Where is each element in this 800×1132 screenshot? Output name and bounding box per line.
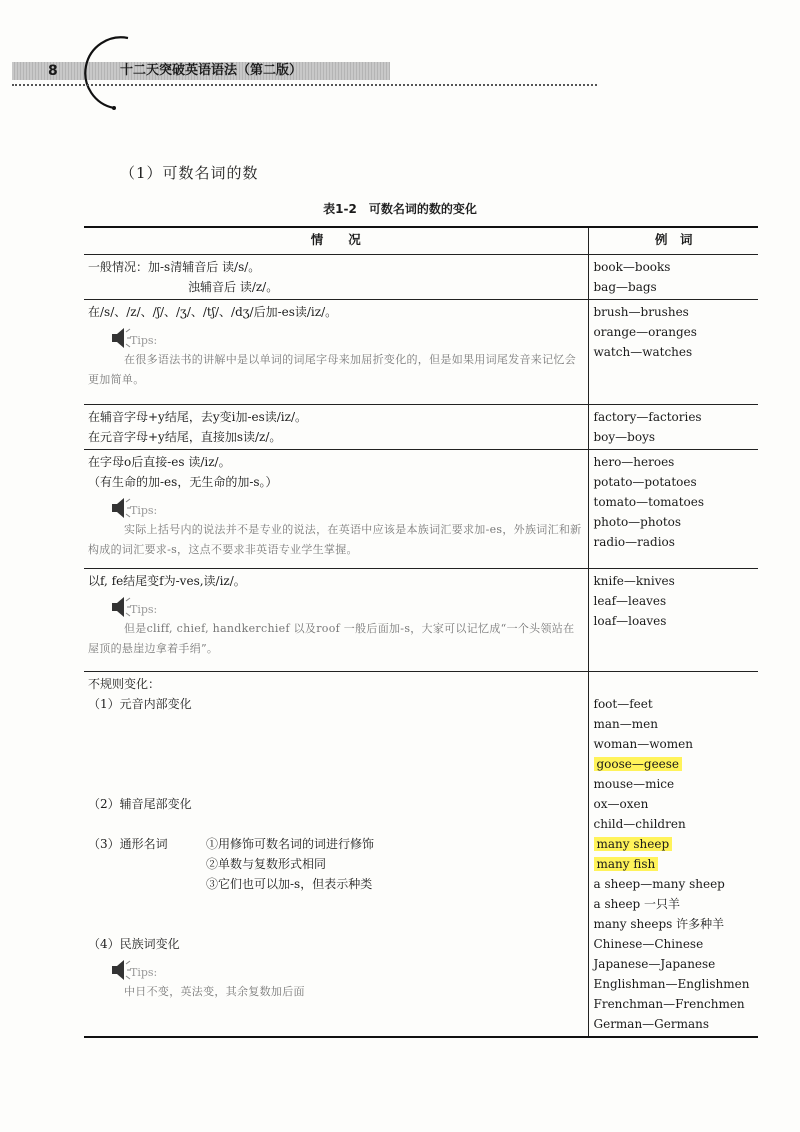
table-row-irregular [84, 672, 758, 1038]
col-header-examples: 例 词 [588, 227, 758, 255]
tips-label: Tips: [130, 603, 158, 616]
example-text [594, 774, 755, 794]
example-text: knife—knives [593, 574, 675, 588]
situation-text: 一般情况：加-s清辅音后 读/s/。 [88, 260, 261, 274]
example-text [594, 994, 755, 1014]
speaker-icon [110, 958, 132, 982]
example-value: Japanese—Japanese [593, 957, 716, 971]
example-text [594, 914, 755, 934]
tips-marker [88, 595, 584, 619]
tips-text: 中日不变，英法变，其余复数加后面 [124, 985, 305, 998]
example-value: Englishman—Englishmen [593, 977, 750, 991]
highlighted-example: many fish [594, 857, 659, 871]
example-text [594, 794, 755, 814]
highlighted-example: goose—geese [594, 757, 683, 771]
example-text: brush—brushes [593, 305, 689, 319]
example-text [594, 954, 755, 974]
example-value: child—children [593, 817, 686, 831]
example-text [594, 734, 755, 754]
example-text: loaf—loaves [593, 614, 667, 628]
tips-marker [88, 326, 584, 350]
table-caption: 表1-2 可数名词的数的变化 [323, 202, 477, 216]
situation-text: 浊辅音后 读/z/。 [188, 280, 279, 294]
example-value: a sheep 一只羊 [593, 897, 681, 911]
example-value: man—men [593, 717, 658, 731]
situation-text: 以f, fe结尾变f为-ves,读/iz/。 [88, 574, 246, 588]
tips-label: Tips: [130, 966, 158, 979]
tips-label: Tips: [130, 334, 158, 347]
example-text: potato—potatoes [593, 475, 697, 489]
example-text: leaf—leaves [593, 594, 667, 608]
example-text: orange—oranges [593, 325, 697, 339]
situation-text: 在字母o后直接-es 读/iz/。 [88, 455, 231, 469]
irregular-sub-vowel: （1）元音内部变化 [88, 697, 192, 711]
tips-marker [88, 958, 584, 982]
col-header-situation: 情 况 [84, 227, 588, 255]
same-form-rule: ③它们也可以加-s，但表示种类 [206, 877, 373, 891]
tips-label: Tips: [130, 504, 158, 517]
irregular-sub-consonant: （2）辅音尾部变化 [88, 797, 192, 811]
example-text: radio—radios [593, 535, 675, 549]
example-value: a sheep—many sheep [593, 877, 725, 891]
example-value: woman—women [593, 737, 693, 751]
example-value: many sheeps 许多种羊 [593, 917, 725, 931]
section-heading: （1）可数名词的数 [120, 164, 259, 182]
same-form-rule: ②单数与复数形式相同 [206, 857, 327, 871]
example-text [594, 714, 755, 734]
book-title: 十二天突破英语语法（第二版） [120, 63, 303, 78]
example-text [594, 934, 755, 954]
tips-text: 在很多语法书的讲解中是以单词的词尾字母来加屈折变化的，但是如果用词尾发音来记忆会更加简单。 [88, 353, 576, 386]
highlighted-example: many sheep [594, 837, 673, 851]
irregular-sub-nationality: （4）民族词变化 [88, 937, 180, 951]
example-text [594, 854, 755, 874]
example-text [594, 974, 755, 994]
example-value: Frenchman—Frenchmen [593, 997, 745, 1011]
example-text: hero—heroes [593, 455, 675, 469]
irregular-sub-same-form: （3）通形名词 [88, 837, 168, 851]
table-row [84, 405, 758, 450]
table-row [84, 450, 758, 569]
example-text: watch—watches [593, 345, 693, 359]
speaker-icon [110, 496, 132, 520]
speaker-icon [110, 326, 132, 350]
situation-text: 在辅音字母+y结尾，去y变i加-es读/iz/。 [88, 410, 308, 424]
table-header-row [84, 227, 758, 255]
same-form-rule: ①用修饰可数名词的词进行修饰 [206, 837, 375, 851]
example-text: boy—boys [593, 430, 656, 444]
tips-text: 但是cliff, chief, handkerchief 以及roof 一般后面加-s，大家可以记忆成“一个头领站在屋顶的悬崖边拿着手绢”。 [88, 622, 575, 655]
page-number: 8 [48, 63, 58, 79]
example-text: factory—factories [593, 410, 702, 424]
speaker-icon [110, 595, 132, 619]
example-text: book—books [593, 260, 671, 274]
example-text: tomato—tomatoes [593, 495, 705, 509]
irregular-examples [588, 672, 758, 1038]
situation-text: （有生命的加-es，无生命的加-s。） [88, 475, 278, 489]
tips-text: 实际上括号内的说法并不是专业的说法，在英语中应该是本族词汇要求加-es，外族词汇和新构成的词汇要求-s，这点不要求非英语专业学生掌握。 [88, 523, 582, 556]
example-text [594, 694, 755, 714]
example-text [594, 814, 755, 834]
example-value: mouse—mice [593, 777, 675, 791]
irregular-title: 不规则变化： [88, 677, 161, 691]
table-row [84, 300, 758, 405]
table-row [84, 255, 758, 300]
example-value: German—Germans [593, 1017, 710, 1031]
example-text [594, 1014, 755, 1034]
tips-marker [88, 496, 584, 520]
situation-text: 在元音字母+y结尾，直接加s读/z/。 [88, 430, 282, 444]
plural-rules-table [84, 226, 758, 1038]
example-text [594, 874, 755, 894]
example-value: foot—feet [593, 697, 653, 711]
table-row [84, 569, 758, 672]
example-value: ox—oxen [593, 797, 649, 811]
example-value: Chinese—Chinese [593, 937, 704, 951]
example-text [594, 754, 755, 774]
example-text: bag—bags [593, 280, 657, 294]
situation-text: 在/s/、/z/、/ʃ/、/ʒ/、/tʃ/、/dʒ/后加-es读/iz/。 [88, 305, 338, 319]
example-text: photo—photos [593, 515, 682, 529]
header-dotted-rule [12, 84, 597, 86]
example-text [594, 834, 755, 854]
example-text [594, 894, 755, 914]
